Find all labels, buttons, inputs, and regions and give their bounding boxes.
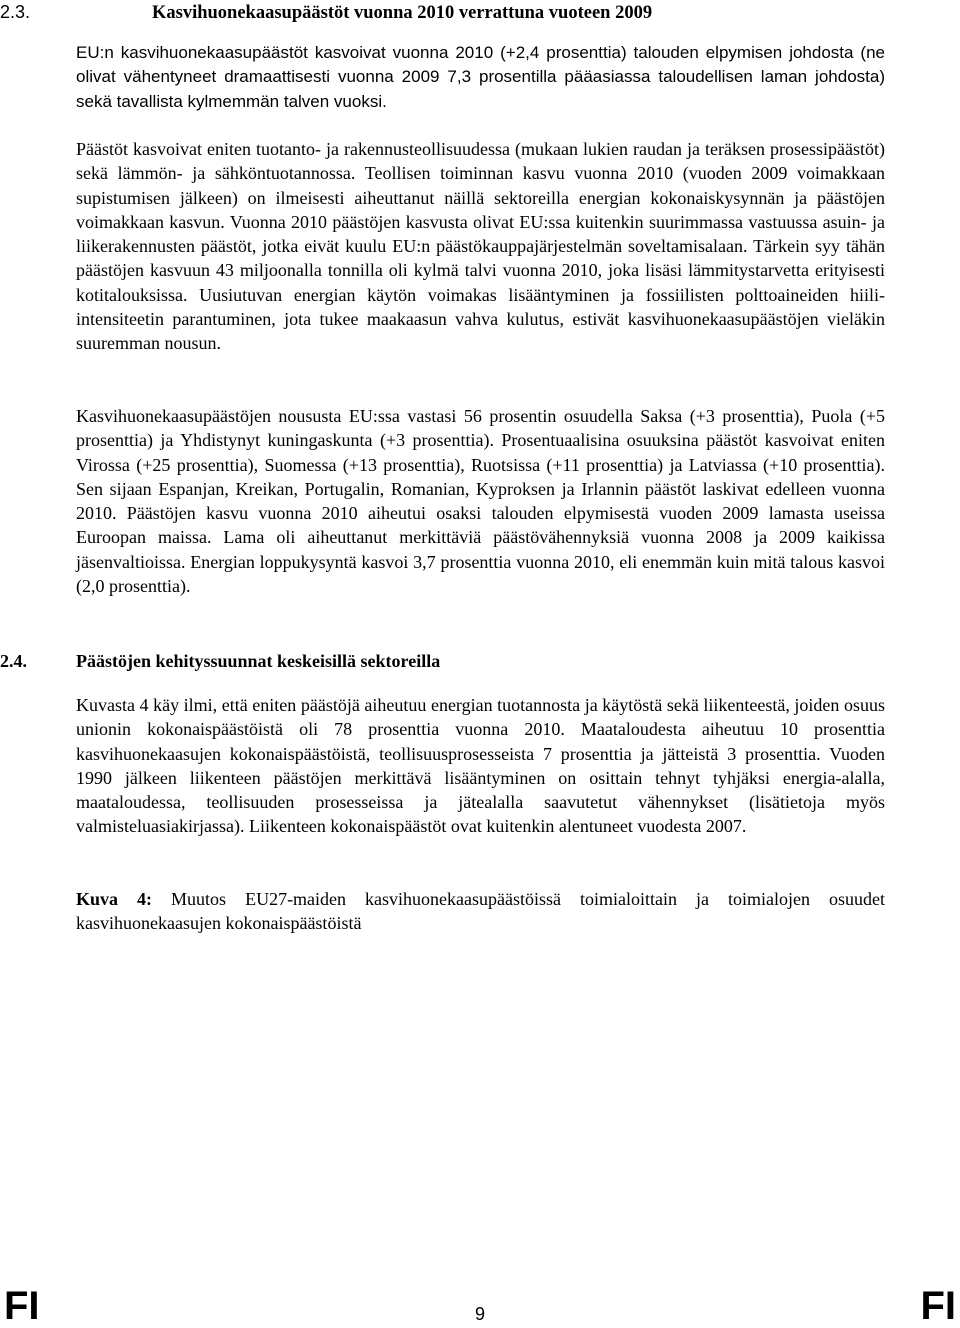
paragraph-countries: Kasvihuonekaasupäästöjen noususta EU:ssa vastasi 56 prosentin osuudella Saksa (+3 prosenttia), Puola (+5 prosenttia) ja Yhdistynyt kuningaskunta (+3 prosenttia). Prosentuaalisina osuuksina päästöt kasvoivat eniten Virossa (+25 prosenttia), Suomessa (+13 prosenttia), Ruotsissa (+11 prosenttia) ja Latviassa (+10 prosenttia). Sen sijaan Espanjan, Kreikan, Portugalin, Romanian, Kyproksen ja Irlannin päästöt laskivat edelleen vuonna 2010. Päästöjen kasvu vuonna 2010 aiheutui osaksi talouden elpymisestä vuoden 2009 lamasta useissa Euroopan maissa. Lama oli aiheuttanut merkittäviä päästövähennyksiä vuonna 2008 ja 2009 kaikissa jäsenvaltioissa. Energian loppukysyntä kasvoi 3,7 prosenttia vuonna 2010, eli enemmän kuin mitä talous kasvoi (2,0 prosenttia). [76,406,885,597]
paragraph-sectors: Päästöt kasvoivat eniten tuotanto- ja rakennusteollisuudessa (mukaan lukien raudan ja teräksen prosessipäästöt) sekä lämmön- ja sähköntuotannossa. Teollisen toiminnan kasvu vuonna 2010 (vuoden 2009 voimakkaan supistumisen jälkeen) on ilmeisesti aiheuttanut näillä sektoreilla energian kokonaiskysynnän ja päästöjen voimakkaan kasvun. Vuonna 2010 päästöjen kasvusta olivat EU:ssa kuitenkin suurimmassa vastuussa asuin- ja liikerakennusten päästöt, jotka eivät kuulu EU:n päästökauppajärjestelmän soveltamisalaan. Tärkein syy tähän päästöjen kasvuun 43 miljoonalla tonnilla oli kylmä talvi vuonna 2010, joka lisäsi lämmitystarvetta erityisesti kotitalouksissa. Uusiutuvan energian käytön voimakas lisääntyminen ja fossiilisten polttoaineiden hiili-intensiteetin parantuminen, jota tukee maakaasun vahva kulutus, estivät kasvihuonekaasupäästöjen vieläkin suuremman nousun. [76,139,885,354]
paragraph-trends: Kuvasta 4 käy ilmi, että eniten päästöjä aiheutuu energian tuotannosta ja käytöstä sekä liikenteestä, joiden osuus unionin kokonaispäästöistä oli 78 prosenttia vuonna 2010. Maataloudesta aiheutuu 10 prosenttia kasvihuonekaasujen kokonaispäästöistä, teollisuusprosesseista 7 prosenttia ja jätteistä 3 prosenttia. Vuoden 1990 jälkeen liikenteen päästöjen merkittävä lisääntyminen on osittain tehnyt tyhjäksi energia-alalla, maataloudessa, teollisuuden prosesseissa ja jätealalla saavutetut vähennykset (lisätietoja myös valmisteluasiakirjassa). Liikenteen kokonaispäästöt ovat kuitenkin alentuneet vuodesta 2007. [76,695,885,837]
figure-label: Kuva 4: [76,889,153,909]
figure-caption-text: Muutos EU27-maiden kasvihuonekaasupäästöissä toimialoittain ja toimialojen osuudet kasvihuonekaasujen kokonaispäästöistä [76,889,886,934]
footer-language-left: FI [4,1284,40,1328]
page-number: 9 [474,1304,485,1324]
section-heading-2-3 [0,0,810,25]
paragraph-intro: EU:n kasvihuonekaasupäästöt kasvoivat vuonna 2010 (+2,4 prosenttia) talouden elpymisen johdosta (ne olivat vähentyneet dramaattisesti vuonna 2009 7,3 prosentilla pääasiassa taloudellisen laman johdosta) sekä tavallista kylmemmän talven vuoksi. [76,43,885,111]
section-number: 2.4. [0,651,27,671]
footer-language-right: FI [920,1284,956,1328]
section-number: 2.3. [0,2,31,22]
section-title: Kasvihuonekaasupäästöt vuonna 2010 verrattuna vuoteen 2009 [152,3,653,23]
section-title: Päästöjen kehityssuunnat keskeisillä sektoreilla [76,651,441,671]
figure-caption [76,887,885,936]
section-heading-2-4 [0,649,886,673]
